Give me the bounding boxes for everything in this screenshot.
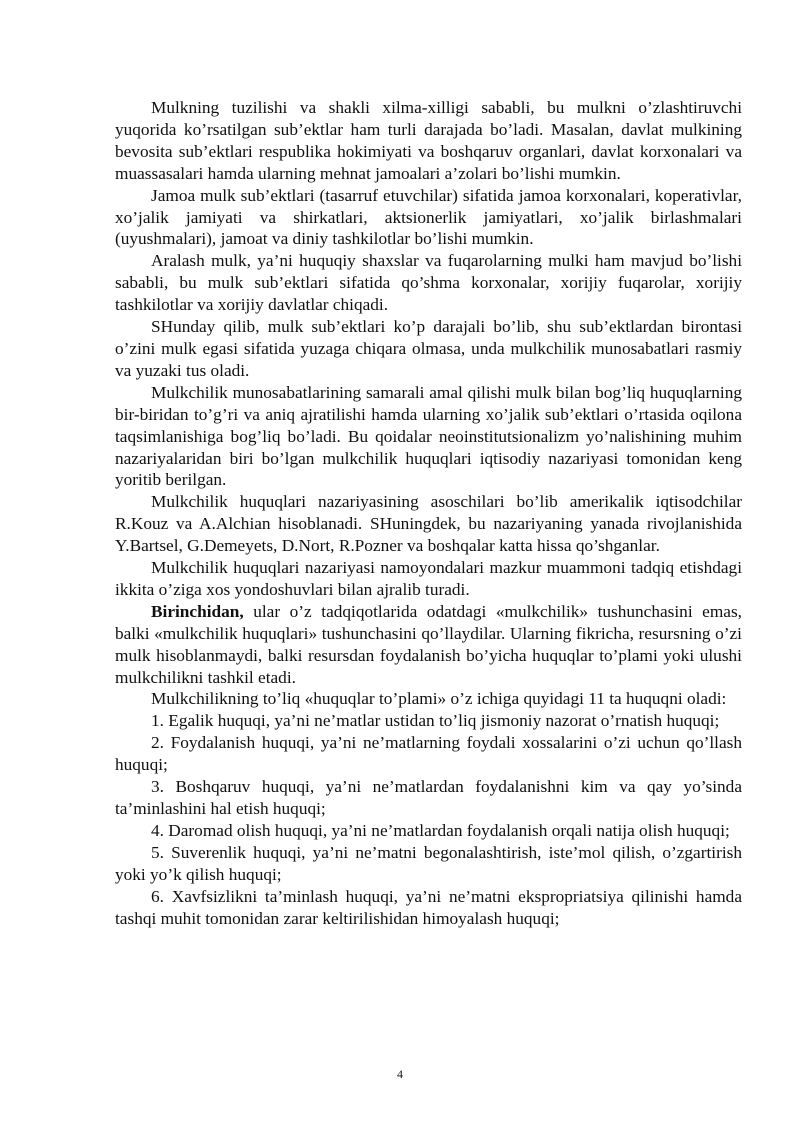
paragraph-6: Mulkchilik huquqlari nazariyasining asoschilari bo’lib amerikalik iqtisodchilar R.Kouz va A.Alchian hisoblanadi. SHuningdek, bu nazariyaning yanada rivojlanishida Y.Bartsel, G.Demeyets, D.Nort, R.Pozner va boshqalar katta hissa qo’shganlar. (115, 492, 742, 556)
paragraph-1: Mulkning tuzilishi va shakli xilma-xilligi sababli, bu mulkni o’zlashtiruvchi yuqorida ko’rsatilgan sub’ektlar ham turli darajada bo’ladi. Masalan, davlat mulkining bevosita sub’ektlari respublika hokimiyati va boshqaruv organlari, davlat korxonalari va muassasalari hamda ularning mehnat jamoalari a’zolari bo’lishi mumkin. (115, 98, 742, 183)
paragraph-8 (115, 601, 742, 689)
list-item-2: 2. Foydalanish huquqi, ya’ni ne’matlarning foydali xossalarini o’zi uchun qo’llash huquqi; (115, 733, 742, 775)
list-item-6: 6. Xavfsizlikni ta’minlash huquqi, ya’ni ne’matni ekspropriatsiya qilinishi hamda tashqi muhit tomonidan zarar keltirilishidan himoyalash huquqi; (115, 886, 742, 928)
list-item-1: 1. Egalik huquqi, ya’ni ne’matlar ustidan to’liq jismoniy nazorat o’rnatish huquqi; (151, 711, 720, 731)
paragraph-8-lead: Birinchidan, (151, 601, 244, 621)
paragraph-8-text: ular o’z tadqiqotlarida odatdagi «mulkchilik» tushunchasini emas, balki «mulkchilik huquqlari» tushunchasini qo’llaydilar. Ularning fikricha, resursning o’zi mulk hisoblanmaydi, balki resursdan foydalanish bo’yicha huquqlar to’plami yoki ulushi mulkchilikni tashkil etadi. (115, 601, 742, 687)
paragraph-9: Mulkchilikning to’liq «huquqlar to’plami» o’z ichiga quyidagi 11 ta huquqni oladi: (151, 689, 727, 709)
list-item-4: 4. Daromad olish huquqi, ya’ni ne’matlardan foydalanish orqali natija olish huquqi; (151, 820, 730, 840)
paragraph-3: Aralash mulk, ya’ni huquqiy shaxslar va fuqarolarning mulki ham mavjud bo’lishi sababli, bu mulk sub’ektlari sifatida qo’shma korxonalar, xorijiy fuqarolar, xorijiy tashkilotlar va xorijiy davlatlar chiqadi. (115, 251, 742, 315)
paragraph-5: Mulkchilik munosabatlarining samarali amal qilishi mulk bilan bog’liq huquqlarning bir-biridan to’g’ri va aniq ajratilishi hamda ularning xo’jalik sub’ektlari o’rtasida oqilona taqsimlanishiga bog’liq bo’ladi. Bu qoidalar neoinstitutsionalizm yo’nalishining muhim nazariyalaridan biri bo’lgan mulkchilik huquqlari iqtisodiy nazariyasi tomonidan keng yoritib berilgan. (115, 382, 742, 490)
paragraph-4: SHunday qilib, mulk sub’ektlari ko’p darajali bo’lib, shu sub’ektlardan birontasi o’zini mulk egasi sifatida yuzaga chiqara olmasa, unda mulkchilik munosabatlari rasmiy va yuzaki tus oladi. (115, 317, 742, 380)
page-number: 4 (397, 1067, 403, 1081)
paragraph-7: Mulkchilik huquqlari nazariyasi namoyondalari mazkur muammoni tadqiq etishdagi ikkita o’ziga xos yondoshuvlari bilan ajralib turadi. (115, 558, 742, 599)
list-item-3: 3. Boshqaruv huquqi, ya’ni ne’matlardan foydalanishni kim va qay yo’sinda ta’minlashini hal etish huquqi; (115, 777, 742, 818)
document-body (115, 97, 742, 929)
paragraph-2: Jamoa mulk sub’ektlari (tasarruf etuvchilar) sifatida jamoa korxonalari, koperativlar, xo’jalik jamiyati va shirkatlari, aktsionerlik jamiyatlari, xo’jalik birlashmalari (uyushmalari), jamoat va diniy tashkilotlar bo’lishi mumkin. (115, 185, 742, 249)
list-item-5: 5. Suverenlik huquqi, ya’ni ne’matni begonalashtirish, iste’mol qilish, o’zgartirish yoki yo’k qilish huquqi; (115, 842, 742, 884)
